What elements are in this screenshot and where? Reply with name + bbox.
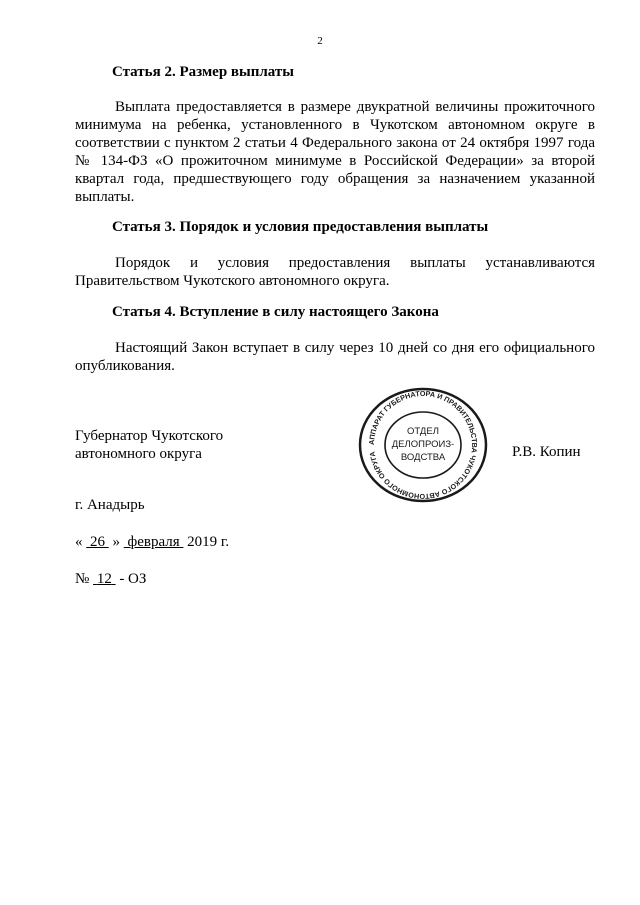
document-number-value: 12 bbox=[96, 571, 112, 587]
stamp-center-line3: ВОДСТВА bbox=[400, 452, 446, 463]
stamp-center-line1: ОТДЕЛ bbox=[407, 426, 439, 437]
date-line bbox=[75, 533, 229, 551]
article-2-body: Выплата предоставляется в размере двукратной величины прожиточного минимума на ребенка, установленного в Чукотском автономном округе в соответствии с пунктом 2 статьи 4 Федерального закона от 24 октября 1997 года № 134-ФЗ «О прожиточном минимуме в Российской Федерации» за второй квартал года, предшествующего году обращения за назначением указанной выплаты. bbox=[75, 99, 595, 205]
signer-name: Р.В. Копин bbox=[512, 444, 581, 460]
date-year: 2019 г. bbox=[187, 534, 230, 550]
article-4-body: Настоящий Закон вступает в силу через 10 дней со дня его официального опубликования. bbox=[75, 340, 595, 374]
page-number: 2 bbox=[317, 35, 323, 47]
article-2-text bbox=[75, 98, 595, 206]
article-4-heading: Статья 4. Вступление в силу настоящего Закона bbox=[112, 304, 439, 320]
date-day bbox=[86, 534, 109, 550]
date-month-value: февраля bbox=[127, 534, 180, 550]
article-4-text bbox=[75, 339, 595, 375]
stamp-center-line2: ДЕЛОПРОИЗ- bbox=[391, 439, 455, 450]
city: г. Анадырь bbox=[75, 497, 145, 513]
date-day-value: 26 bbox=[90, 534, 105, 550]
article-3-text bbox=[75, 254, 595, 290]
article-3-body: Порядок и условия предоставления выплаты устанавливаются Правительством Чукотского автономного округа. bbox=[75, 255, 595, 289]
article-3-heading: Статья 3. Порядок и условия предоставления выплаты bbox=[112, 219, 489, 235]
document-number bbox=[93, 571, 116, 587]
office-stamp bbox=[355, 386, 491, 504]
article-2-heading: Статья 2. Размер выплаты bbox=[112, 64, 294, 80]
document-number-line bbox=[75, 570, 146, 588]
date-close-quote: » bbox=[112, 534, 120, 550]
number-sign: № bbox=[75, 571, 90, 587]
date-open-quote: « bbox=[75, 534, 83, 550]
stamp-outer-text: АППАРАТ ГУБЕРНАТОРА И ПРАВИТЕЛЬСТВА ЧУКОТСКОГО АВТОНОМНОГО ОКРУГА bbox=[366, 388, 480, 502]
signer-title-line2: автономного округа bbox=[75, 446, 202, 462]
date-month bbox=[124, 534, 184, 550]
number-suffix: - ОЗ bbox=[119, 571, 147, 587]
signer-title-line1: Губернатор Чукотского bbox=[75, 428, 224, 444]
